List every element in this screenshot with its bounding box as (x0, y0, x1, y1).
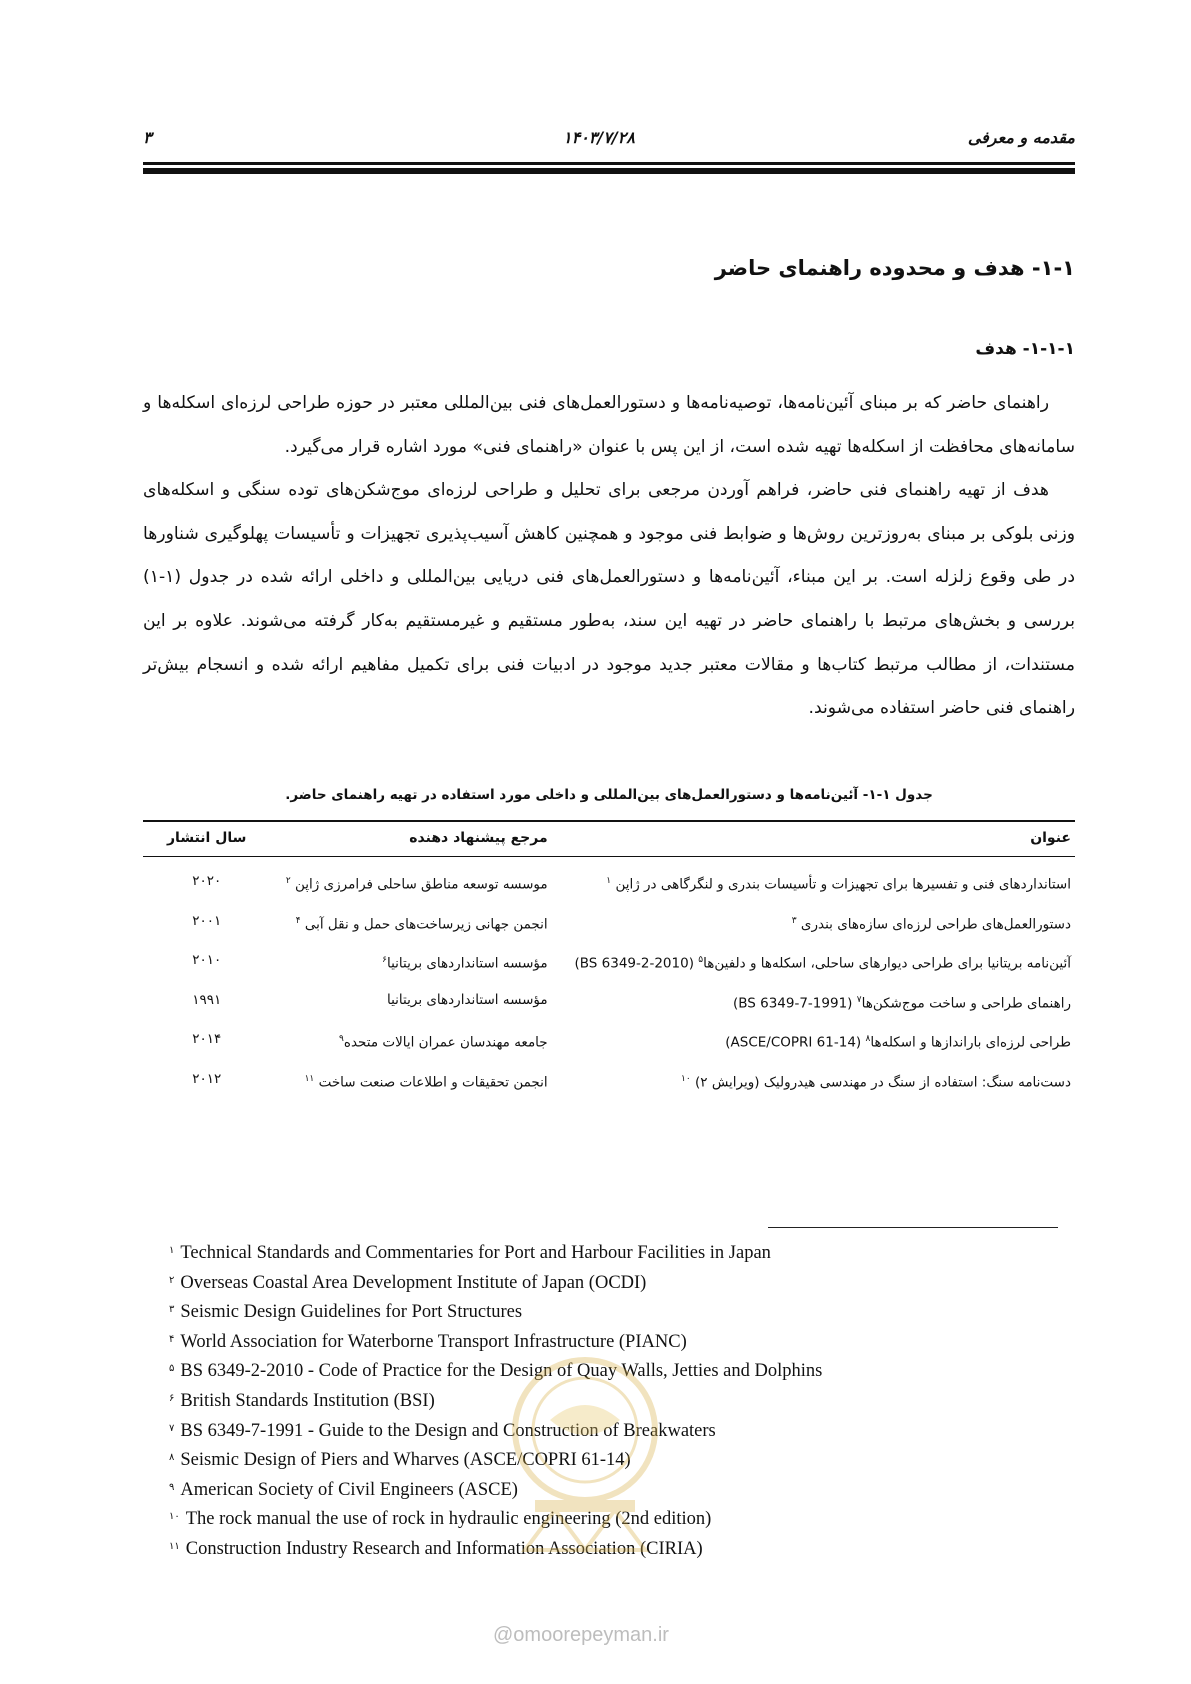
cell-year: ۲۰۱۲ (192, 1070, 222, 1087)
cell-title: دستورالعمل‌های طراحی لرزه‌ای سازه‌های بندری $^۳$ (791, 915, 1071, 932)
cell-title: دست‌نامه سنگ: استفاده از سنگ در مهندسی هیدرولیک (ویرایش ۲) $^{۱۰}$ (681, 1073, 1071, 1090)
footnote: $^۹$ American Society of Civil Engineers (ASCE) (169, 1479, 518, 1500)
reference-table (143, 820, 1075, 1100)
footnote: $^۳$ Seismic Design Guidelines for Port Structures (169, 1302, 523, 1323)
footnote: $^۵$ BS 6349-2-2010 - Code of Practice for the Design of Quay Walls, Jetties and Dolphins (169, 1361, 823, 1382)
footnote: $^۶$ British Standards Institution (BSI) (169, 1390, 435, 1411)
footnote: $^۱$ Technical Standards and Commentaries for Port and Harbour Facilities in Japan (169, 1243, 771, 1263)
cell-title: راهنمای طراحی و ساخت موج‌شکن‌ها$^۷$ (BS 6349-7-1991) (732, 994, 1071, 1011)
table-row (143, 857, 1075, 903)
section-heading: ۱-۱- هدف و محدوده راهنمای حاضر (714, 256, 1075, 280)
cell-year: ۲۰۱۴ (192, 1031, 222, 1047)
cell-title: آئین‌نامه بریتانیا برای طراحی دیوارهای ساحلی، اسکله‌ها و دلفین‌ها$^۵$ (BS 6349-2-2010) (574, 955, 1071, 972)
cell-year: ۱۹۹۱ (192, 991, 222, 1008)
header-date: ۱۴۰۳/۷/۲۸ (563, 128, 635, 147)
cell-year: ۲۰۱۰ (192, 952, 222, 968)
subsection-heading: ۱-۱-۱- هدف (975, 339, 1075, 359)
cell-year: ۲۰۲۰ (192, 873, 222, 889)
cell-title: طراحی لرزه‌ای باراندازها و اسکله‌ها$^۸$ (ASCE/COPRI 61-14) (725, 1034, 1071, 1051)
header-rule-thick (143, 168, 1075, 174)
cell-reference: انجمن تحقیقات و اطلاعات صنعت ساخت $^{۱۱}$ (304, 1073, 548, 1090)
cell-title: استانداردهای فنی و تفسیرها برای تجهیزات و تأسیسات بندری و لنگرگاهی در ژاپن $^۱$ (606, 876, 1071, 893)
footnote: $^۴$ World Association for Waterborne Transport Infrastructure (PIANC) (169, 1331, 687, 1352)
table-row (143, 1021, 1075, 1061)
page-header (143, 128, 1075, 158)
cell-reference: موسسه توسعه مناطق ساحلی فرامرزی ژاپن $^۲$ (285, 876, 548, 893)
page-number: ۳ (143, 128, 152, 147)
cell-year: ۲۰۰۱ (192, 912, 222, 929)
footnote: $^۸$ Seismic Design of Piers and Wharves (ASCE/COPRI 61-14) (169, 1450, 631, 1471)
table-row (143, 903, 1075, 943)
footnote: $^{۱۱}$ Construction Industry Research and Information Association (CIRIA) (169, 1538, 703, 1559)
column-header-title: عنوان (552, 821, 1075, 857)
footnote: $^۲$ Overseas Coastal Area Development Institute of Japan (OCDI) (169, 1272, 647, 1293)
column-header-reference: مرجع پیشنهاد دهنده (270, 821, 551, 857)
table-row (143, 942, 1075, 982)
table-row (143, 1061, 1075, 1101)
cell-reference: انجمن جهانی زیرساخت‌های حمل و نقل آبی $^۴$ (295, 915, 548, 932)
body-text (143, 382, 1075, 731)
footnote: $^{۱۰}$ The rock manual the use of rock in hydraulic engineering (2nd edition) (169, 1509, 712, 1530)
table-row (143, 982, 1075, 1022)
paragraph: راهنمای حاضر که بر مبنای آئین‌نامه‌ها، توصیه‌نامه‌ها و دستورالعمل‌های فنی بین‌المللی معتبر در حوزه طراحی لرزه‌ای اسکله‌ها و سامانه‌های محافظت از اسکله‌ها تهیه شده است، از این پس با عنوان «راهنمای فنی» مورد اشاره قرار می‌گیرد. (143, 393, 1075, 457)
footnote: $^۷$ BS 6349-7-1991 - Guide to the Design and Construction of Breakwaters (169, 1420, 716, 1441)
header-rule-thin (143, 162, 1075, 165)
watermark-text: @omoorepeyman.ir (493, 1624, 669, 1646)
paragraph: هدف از تهیه راهنمای فنی حاضر، فراهم آوردن مرجعی برای تحلیل و طراحی لرزه‌ای موج‌شکن‌های توده سنگی و اسکله‌های وزنی بلوکی بر مبنای به‌روزترین روش‌ها و ضوابط فنی موجود و همچنین کاهش آسیب‌پذیری تجهیزات و تأسیسات پهلوگیری شناورها در طی وقوع زلزله است. بر این مبناء، آئین‌نامه‌ها و دستورالعمل‌های فنی دریایی بین‌المللی و داخلی ارائه شده در جدول (۱-۱) بررسی و بخش‌های مرتبط با راهنمای حاضر در تهیه این سند، به‌طور مستقیم و غیرمستقیم به‌کار گرفته می‌شوند. علاوه بر این مستندات، از مطالب مرتبط کتاب‌ها و مقالات معتبر جدید موجود در ادبیات فنی برای تکمیل مفاهیم ارائه شده و انسجام بیش‌تر راهنمای فنی حاضر استفاده می‌شوند. (143, 480, 1075, 719)
column-header-year: سال انتشار (143, 821, 270, 857)
table-caption: جدول ۱-۱- آئین‌نامه‌ها و دستورالعمل‌های بین‌المللی و داخلی مورد استفاده در تهیه راهنمای حاضر. (285, 787, 933, 803)
table-header-row (143, 821, 1075, 857)
cell-reference: جامعه مهندسان عمران ایالات متحده$^۹$ (339, 1034, 548, 1051)
watermark-seal-icon (495, 1350, 675, 1570)
cell-reference: مؤسسه استانداردهای بریتانیا$^۶$ (382, 955, 548, 972)
cell-reference: مؤسسه استانداردهای بریتانیا (386, 991, 548, 1008)
chapter-title: مقدمه و معرفی (967, 128, 1075, 147)
footnote-separator (768, 1227, 1058, 1228)
